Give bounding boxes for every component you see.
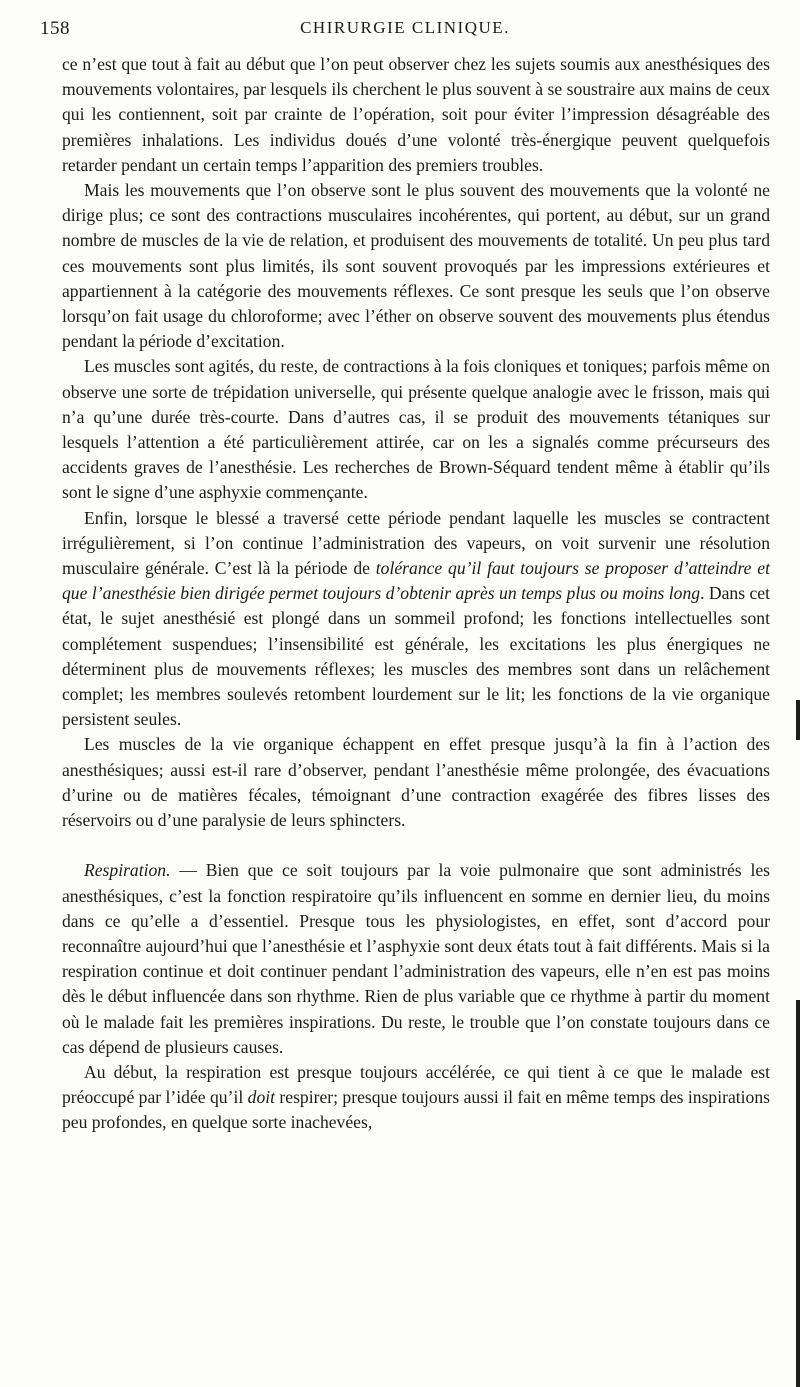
paragraph-muscle-contractions: Les muscles sont agités, du reste, de contractions à la fois cloniques et toniques; parfois même on observe une sorte de trépidation universelle, qui présente quelque analogie avec le frisson, mais qui n’a qu’une durée très-courte. Dans d’autres cas, il se produit des mouvements tétaniques sur lesquels l’attention a été particulièrement attirée, car on les a signalés comme précurseurs des accidents graves de l’anesthésie. Les recherches de Brown-Séquard tendent même à établir qu’ils sont le signe d’une asphyxie commençante.	[62, 356, 770, 503]
body-text	[62, 52, 770, 1136]
paragraph-tolerance-emphasis: tolérance qu’il faut toujours se proposer d’atteindre et que l’anesthésie bien dirigée permet toujours d’obtenir après un temps plus ou moins long	[62, 558, 770, 604]
section-title-respiration: Respiration.	[84, 860, 171, 881]
paragraph-respiration	[62, 858, 770, 1060]
paragraph-voluntary-movements: ce n’est que tout à fait au début que l’on peut observer chez les sujets soumis aux anesthésiques des mouvements volontaires, par lesquels ils cherchent le plus souvent à se soustraire aux mains de ceux qui les contiennent, soit par crainte de l’opération, soit pour éviter l’impression désagréable des premières inhalations. Les individus doués d’une volonté très-énergique peuvent quelquefois retarder pendant un certain temps l’apparition des premiers troubles.	[62, 54, 770, 175]
paragraph-tolerance-text-b: . Dans cet état, le sujet anesthésié est plongé dans un sommeil profond; les fonctions intellectuelles sont complétement suspendues; l’insensibilité est générale, les excitations les plus énergiques ne déterminent plus de mouvements réflexes; les muscles des membres sont dans un relâchement complet; les membres soulevés retombent lourdement sur le lit; les fonctions de la vie organique persistent seules.	[62, 583, 770, 730]
paragraph-organic-muscles: Les muscles de la vie organique échappent en effet presque jusqu’à la fin à l’action des anesthésiques; aussi est-il rare d’observer, pendant l’anesthésie même prolongée, des évacuations d’urine ou de matières fécales, témoignant d’une contraction exagérée des fibres lisses des réservoirs ou d’une paralysie de leurs sphincters.	[62, 734, 770, 831]
paragraph-onset-text-b: respirer; presque toujours aussi il fait en même temps des inspirations peu profondes, en quelque sorte inachevées,	[62, 1087, 771, 1133]
page-header	[40, 18, 770, 46]
paragraph-onset-text-a: Au début, la respiration est presque toujours accélérée, ce qui tient à ce que le malade est préoccupé par l’idée qu’il	[62, 1061, 770, 1108]
running-head: CHIRURGIE CLINIQUE.	[300, 18, 510, 37]
paragraph-onset-emphasis: doit	[247, 1087, 276, 1108]
page-edge-shadow	[796, 700, 800, 740]
paragraph-reflex-movements: Mais les mouvements que l’on observe sont le plus souvent des mouvements que la volonté ne dirige plus; ce sont des contractions musculaires incohérentes, qui portent, au début, sur un grand nombre de muscles de la vie de relation, et produisent des mouvements de totalité. Un peu plus tard ces mouvements sont plus limités, ils sont souvent provoqués par les impressions extérieures et appartiennent à la catégorie des mouvements réflexes. Ce sont presque les seuls que l’on observe lorsqu’on fait usage du chloroforme; avec l’éther on observe souvent des mouvements plus étendus pendant la période d’excitation.	[62, 180, 770, 352]
paragraph-respiration-text: — Bien que ce soit toujours par la voie pulmonaire que sont administrés les anesthésiques, c’est la fonction respiratoire qu’ils influencent en somme en dernier lieu, du moins dans ce qu’elle a d’essentiel. Presque tous les physiologistes, en effet, sont d’accord pour reconnaître aujourd’hui que l’anesthésie et l’asphyxie sont deux états tout à fait différents. Mais si la respiration continue et doit continuer pendant l’administration des vapeurs, elle n’en est pas moins dès le début influencée dans son rhythme. Rien de plus variable que ce rhythme à partir du moment où le malade fait les premières inspirations. Du reste, le trouble que l’on constate toujours dans ce cas dépend de plusieurs causes.	[62, 860, 770, 1057]
paragraph-respiration-onset	[62, 1060, 770, 1136]
page-edge-shadow	[796, 1000, 800, 1387]
paragraph-tolerance-period	[62, 506, 770, 733]
paragraph-tolerance-text-a: Enfin, lorsque le blessé a traversé cette période pendant laquelle les muscles se contractent irrégulièrement, si l’on continue l’administration des vapeurs, on voit survenir une résolution musculaire générale. C’est là la période de	[62, 507, 770, 579]
page-number: 158	[40, 18, 70, 39]
